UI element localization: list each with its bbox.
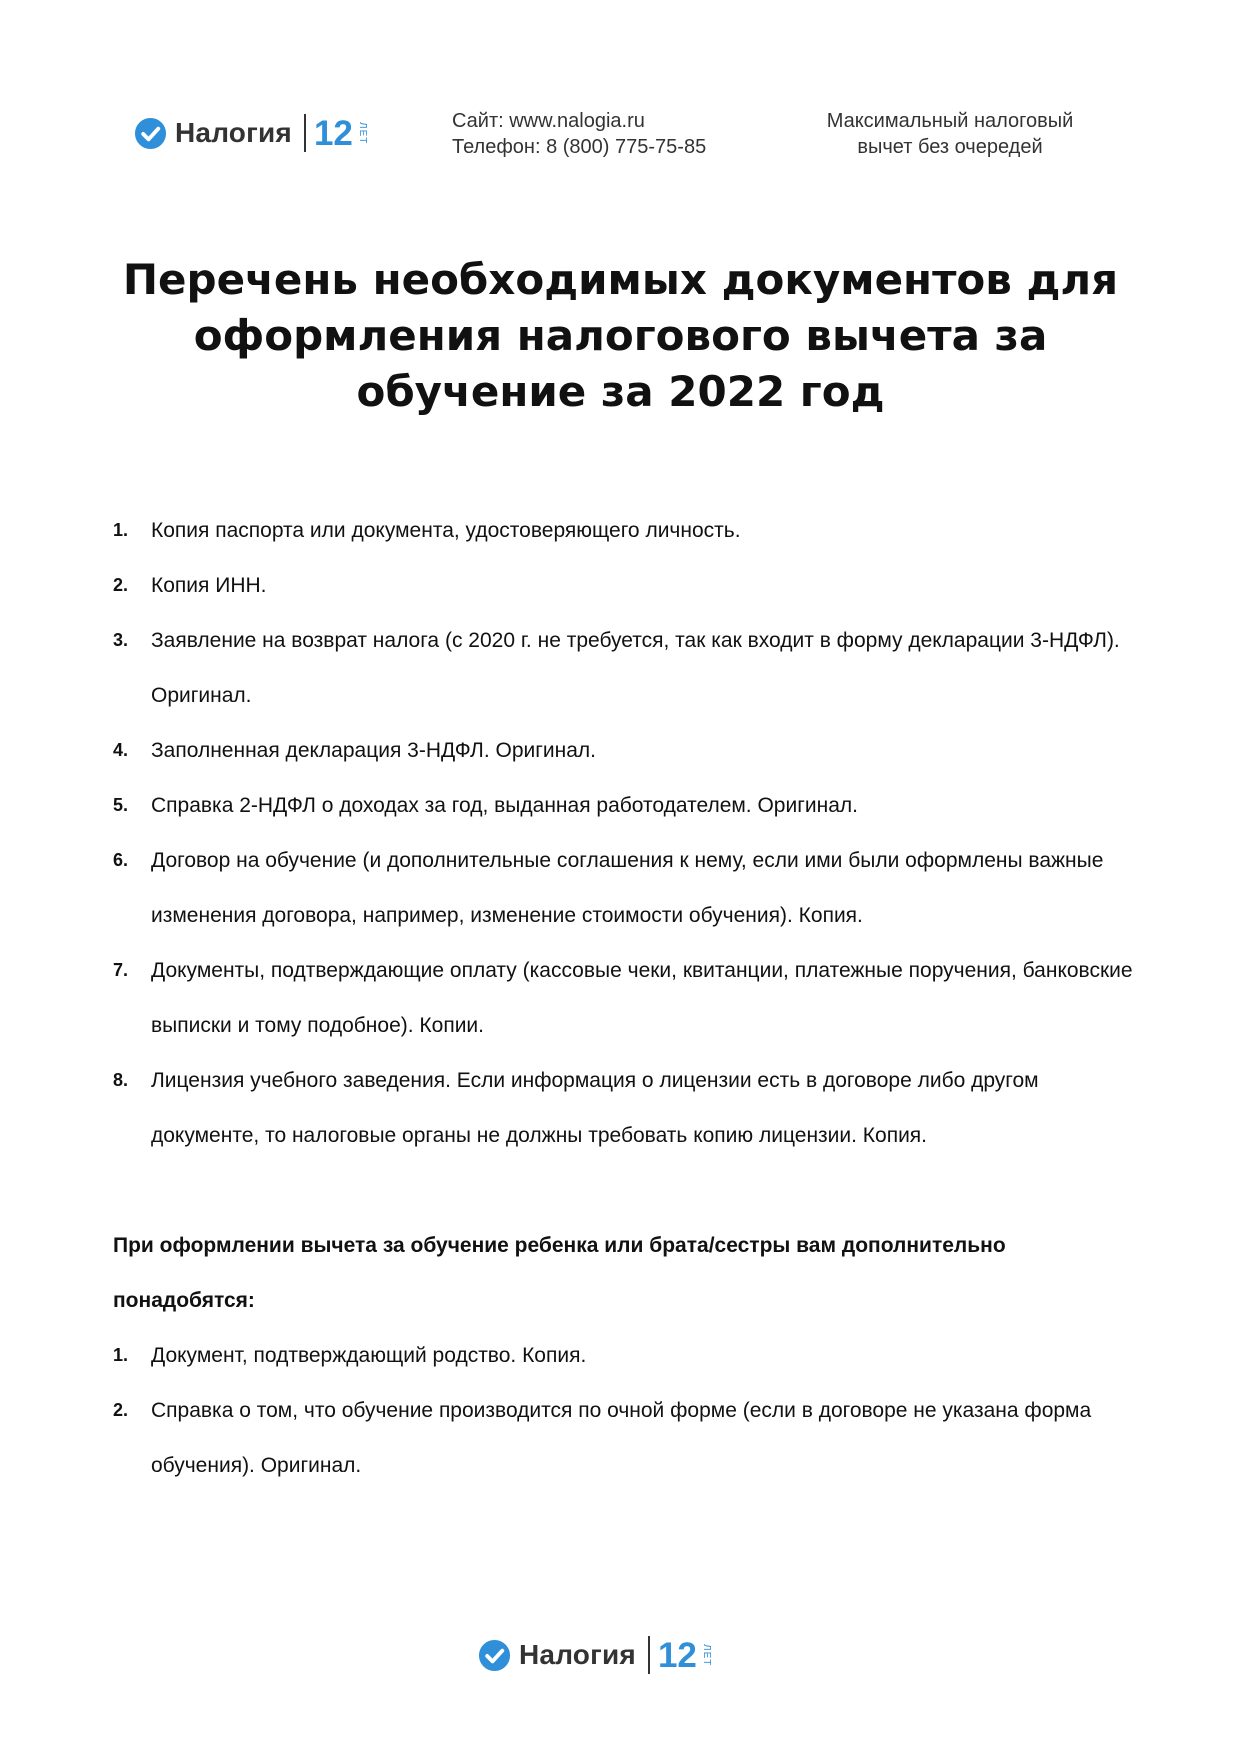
item-number: 1.	[113, 520, 129, 540]
years-word: ЛЕТ	[700, 1643, 712, 1667]
item-text: Копия ИНН.	[151, 574, 267, 597]
list-item	[113, 1053, 1133, 1163]
logo-divider	[648, 1636, 650, 1674]
item-text: Документ, подтверждающий родство. Копия.	[151, 1344, 587, 1367]
documents-list	[113, 503, 1133, 1163]
list-item	[113, 833, 1133, 943]
list-item	[113, 778, 1133, 833]
item-number: 5.	[113, 795, 129, 815]
slogan-line-1: Максимальный налоговый	[826, 110, 1074, 132]
contacts-block	[452, 108, 706, 160]
phone-text[interactable]: Телефон: 8 (800) 775-75-85	[452, 136, 707, 158]
item-number: 2.	[113, 1400, 129, 1420]
header-logo	[134, 114, 368, 152]
check-circle-icon	[134, 117, 167, 150]
item-text: Лицензия учебного заведения. Если информация о лицензии есть в договоре либо другом документе, то налоговые органы не должны требовать копию лицензии. Копия.	[151, 1069, 1039, 1147]
item-text: Справка 2-НДФЛ о доходах за год, выданная работодателем. Оригинал.	[151, 794, 858, 817]
item-number: 3.	[113, 630, 129, 650]
years-number: 12	[313, 113, 353, 153]
document-title: Перечень необходимых документов для оформления налогового вычета за обучение за 2022 год	[122, 255, 1119, 416]
item-number: 8.	[113, 1070, 129, 1090]
brand-name: Налогия	[519, 1639, 636, 1670]
list-item	[113, 558, 1133, 613]
item-number: 4.	[113, 740, 129, 760]
item-number: 7.	[113, 960, 129, 980]
list-item	[113, 503, 1133, 558]
slogan	[800, 108, 1100, 160]
item-text: Заполненная декларация 3-НДФЛ. Оригинал.	[151, 739, 596, 762]
slogan-line-2: вычет без очередей	[857, 136, 1043, 158]
item-number: 2.	[113, 575, 129, 595]
years-word: ЛЕТ	[356, 121, 368, 145]
item-text: Документы, подтверждающие оплату (кассовые чеки, квитанции, платежные поручения, банковские выписки и тому подобное). Копии.	[151, 959, 1133, 1037]
item-text: Заявление на возврат налога (с 2020 г. не требуется, так как входит в форму декларации 3-НДФЛ). Оригинал.	[151, 629, 1120, 707]
site-text[interactable]: Сайт: www.nalogia.ru	[452, 110, 645, 132]
years-number: 12	[657, 1635, 697, 1675]
brand-name: Налогия	[175, 117, 292, 148]
list-item	[113, 943, 1133, 1053]
extra-heading: При оформлении вычета за обучение ребенка или брата/сестры вам дополнительно понадобятся:	[113, 1234, 1006, 1312]
check-circle-icon	[478, 1639, 511, 1672]
list-item	[113, 613, 1133, 723]
item-number: 1.	[113, 1345, 129, 1365]
item-number: 6.	[113, 850, 129, 870]
item-text: Копия паспорта или документа, удостоверяющего личность.	[151, 519, 741, 542]
page-header	[0, 100, 1241, 170]
list-item	[113, 1328, 1133, 1383]
item-text: Договор на обучение (и дополнительные соглашения к нему, если ими были оформлены важные изменения договора, например, изменение стоимости обучения). Копия.	[151, 849, 1104, 927]
logo-divider	[304, 114, 306, 152]
extra-documents-list	[113, 1328, 1133, 1493]
item-text: Справка о том, что обучение производится по очной форме (если в договоре не указана форма обучения). Оригинал.	[151, 1399, 1092, 1477]
list-item	[113, 1383, 1133, 1493]
list-item	[113, 723, 1133, 778]
footer-logo	[478, 1636, 712, 1674]
